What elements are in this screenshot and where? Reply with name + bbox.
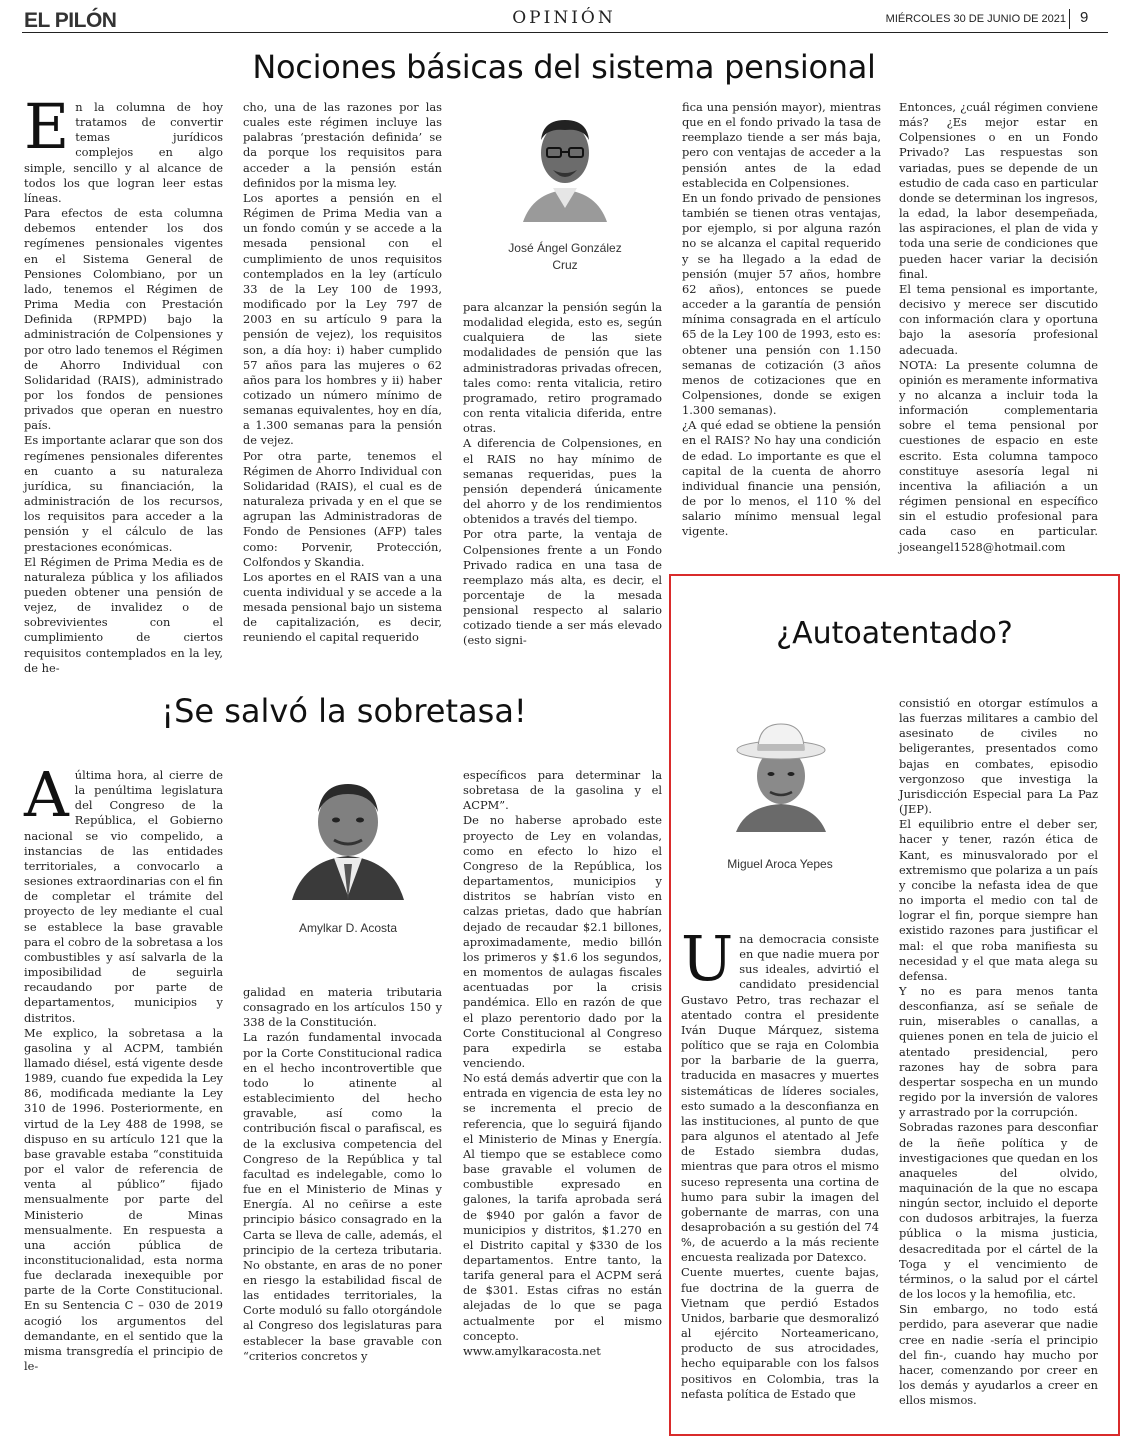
paragraph: El equilibrio entre el deber ser, hacer y tener, razón ética de Kant, es minusvalorado por el extremismo que polariza a un país y concibe la nefasta idea de que no importa el medio con tal de lograr el fin, porque siempre han existido razones para justificar el mal: el que roba manifiesta su necesidad y el que mata alega su defensa. — [899, 817, 1098, 983]
author-name: Amylkar D. Acosta — [298, 921, 398, 935]
paragraph: Sobradas razones para desconfiar de la ñeñe política y de investigaciones que quedan en los anaqueles del olvido, maquinación de la que no escapa ningún sector, incluido el deporte con dudosos arbitrajes, la fuerza pública o la misma justicia, desacreditada por el cártel de la Toga y el vencimiento de términos, o la salud por el cártel de los locos y la hemofilia, etc. — [899, 1120, 1098, 1302]
article1-column-5 — [899, 100, 1098, 570]
paragraph: para alcanzar la pensión según la modalidad elegida, esto es, según cualquiera de las siete modalidades de pensión que las administradoras privadas ofrecen, tales como: renta vitalicia, retiro programado, retiro programado con renta vitalicia diferida, entre otras. — [463, 300, 662, 436]
article2-column-3 — [463, 768, 662, 1428]
article3-column-2 — [899, 696, 1098, 1422]
section-name: OPINIÓN — [512, 8, 616, 28]
issue-date: MIÉRCOLES 30 DE JUNIO DE 2021 — [885, 13, 1066, 25]
paragraph: NOTA: La presente columna de opinión es meramente informativa y no alcanza a incluir toda la información complementaria sobre el tema pensional por cuestiones de espacio en este escrito. Esta columna tampoco constituye asesoría legal ni incentiva la afiliación a un régimen pensional en específico sin el estudio profesional para cada caso en particular. joseangel1528@hotmail.com — [899, 357, 1098, 554]
article1-column-4 — [682, 100, 881, 555]
paragraph: consistió en otorgar estímulos a las fuerzas militares a cambio del asesinato de civiles no beligerantes, presentados como bajas en combates, episodio vergonzoso que investiga la Jurisdicción Especial para La Paz (JEP). — [899, 696, 1098, 817]
paragraph: Por otra parte, tenemos el Régimen de Ahorro Individual con Solidaridad (RAIS), el cual es de naturaleza privada y en el que se agrupan las Administradoras de Fondo de Pensiones (AFP) tales como: Porvenir, Protección, Colfondos y Skandia. — [243, 448, 442, 569]
paragraph: Me explico, la sobretasa a la gasolina y al ACPM, también llamado diésel, está vigente desde 1989, cuando fue expedida la Ley 86, modificada mediante la Ley 310 de 1996. Posteriormente, en virtud de la Ley 488 de 1998, se dispuso en su artículo 121 que la base gravable estaba “constituida por el valor de referencia de venta al público” fijado mensualmente por parte del Ministerio de Minas mensualmente. En respuesta a una acción pública de inconstitucionalidad, esta norma fue declarada inexequible por parte de la Corte Constitucional. En su Sentencia C – 030 de 2019 acogió los argumentos del demandante, en el sentido que la misma transgredía el principio de le- — [24, 1025, 223, 1374]
article2-column-2 — [243, 985, 442, 1428]
author-name: José Ángel González Cruz — [508, 241, 622, 272]
article2-column-1 — [24, 758, 223, 1428]
author-website: www.amylkaracosta.net — [463, 1343, 601, 1358]
paragraph: Para efectos de esta columna debemos entender los dos regímenes pensionales vigentes en el Sistema General de Pensiones Colombiano, por un lado, tenemos el Régimen de Prima Media con Prestación Definida (RPMPD) bajo la administración de Colpensiones y por otro lado tenemos el Régimen de Ahorro Individual con Solidaridad (RAIS), administrado por los fondos de pensiones privados que operan en nuestro país. — [24, 206, 223, 433]
header-divider — [1069, 9, 1070, 29]
paragraph: No está demás advertir que con la entrada en vigencia de esta ley no se incrementa el precio de referencia, que lo seguirá fijando el Ministerio de Minas y Energía. Al tiempo que se establece como base gravable el volumen de combustible expresado en galones, la tarifa aprobada será de $940 por galón a favor de municipios y distritos, $1.270 en el Distrito capital y $330 de los departamentos. Entre tanto, la tarifa general para el ACPM será de $301. Estas cifras no están alejadas de lo que se paga actualmente por el mismo concepto. — [463, 1071, 662, 1343]
paragraph: Sin embargo, no todo está perdido, para aseverar que nadie cree en nadie -sería el principio del fin-, cuando hay mucho por hacer, comenzando por creer en los demás y ayudarlos a creer en ellos mismos. — [899, 1302, 1098, 1408]
logo-text: EL PILÓN — [24, 9, 117, 32]
paragraph: El Régimen de Prima Media es de naturaleza pública y los afiliados pueden obtener una pensión de vejez, de invalidez o de sobrevivientes con el cumplimiento de ciertos requisitos contemplados en la ley, de he- — [24, 554, 223, 675]
paragraph: El tema pensional es importante, decisivo y merece ser discutido con información clara y oportuna bajo la asesoría profesional adecuada. — [899, 281, 1098, 357]
paragraph: galidad en materia tributaria consagrado en los artículos 150 y 338 de la Constitución. — [243, 985, 442, 1030]
article1-column-2 — [243, 100, 442, 650]
author-name: Miguel Aroca Yepes — [727, 857, 833, 871]
paragraph: específicos para determinar la sobretasa de la gasolina y el ACPM”. — [463, 768, 662, 813]
paragraph: De no haberse aprobado este proyecto de Ley en volandas, como en efecto lo hizo el Congreso de la República, los departamentos, municipios y distritos se habrían visto en calzas prietas, dado que habrían dejado de recaudar $2.1 billones, aproximadamente, medio billón los primeros y $1.6 los segundos, en momentos de aulagas fiscales acentuadas por la crisis pandémica. Ello en razón de que el plazo perentorio dado por la Corte Constitucional al Congreso para expedirla se estaba venciendo. — [463, 813, 662, 1070]
paragraph: Los aportes en el RAIS van a una cuenta individual y se accede a la mesada pensional bajo un sistema de capitalización, es decir, reuniendo el capital requerido — [243, 569, 442, 645]
paragraph: En un fondo privado de pensiones también se tienen otras ventajas, por ejemplo, si por alguna razón no se alcanza el capital requerido y se ha llegado a la edad de pensión (mujer 57 años, hombre 62 años), entonces se puede acceder a la garantía de pensión mínima consagrada en el artículo 65 de la Ley 100 de 1993, esto es: obtener una pensión con 1.150 semanas de cotización (3 años menos de cotizaciones que en Colpensiones, donde se exigen 1.300 semanas). — [682, 190, 881, 418]
paragraph: Los aportes a pensión en el Régimen de Prima Media van a un fondo común y se accede a la mesada pensional con el cumplimiento de unos requisitos contemplados en la ley (artículo 33 de la Ley 100 de 1993, modificado por la Ley 797 de 2003 en su artículo 9 para la pensión de vejez), los requisitos son, a día hoy: i) haber cumplido 57 años para las mujeres o 62 años para los hombres y ii) haber cotizado un número mínimo de semanas equivalentes, hoy en día, a 1.300 semanas para la pensión de vejez. — [243, 190, 442, 448]
paragraph: La razón fundamental invocada por la Corte Constitucional radica en el hecho incontrovertible que todo lo atinente al establecimiento del hecho gravable, así como la contribución fiscal o parafiscal, es de la exclusiva competencia del Congreso de la República y tal facultad es indelegable, como lo fue en el Ministerio de Minas y Energía. Al no ceñirse a este principio básico consagrado en la Carta se lleva de calle, además, el principio de la certeza tributaria. No obstante, en aras de no poner en riesgo la estabilidad fiscal de las entidades territoriales, la Corte moduló su fallo otorgándole al Congreso dos legislaturas para establecer la base gravable con “criterios concretos y — [243, 1030, 442, 1363]
paragraph: A diferencia de Colpensiones, en el RAIS no hay mínimo de semanas requeridas, pues la pensión dependerá únicamente del ahorro y de los rendimientos obtenidos a través del tiempo. — [463, 436, 662, 527]
article-title-pensional: Nociones básicas del sistema pensional — [252, 48, 876, 86]
dropcap: U — [681, 922, 734, 995]
article3-column-1 — [681, 922, 879, 1422]
dropcap: A — [24, 758, 69, 831]
article-title-sobretasa: ¡Se salvó la sobretasa! — [161, 692, 527, 730]
header-rule — [22, 32, 1108, 33]
article1-column-1 — [24, 90, 224, 675]
paragraph: última hora, al cierre de la penúltima legislatura del Congreso de la República, el Gobierno nacional se vio compelido, a instancias de las entidades territoriales, a convocarlo a sesiones extraordinarias con el fin de completar el trámite del proyecto de ley mediante el cual se establece la base gravable para el cobro de la sobretasa a los combustibles y así salvarla de la imposibilidad de seguirla recaudando por parte de departamentos, municipios y distritos. — [24, 768, 223, 1025]
paragraph: na democracia consiste en que nadie muera por sus ideales, advirtió el candidato presidencial Gustavo Petro, tras rechazar el atentado contra el presidente Iván Duque Márquez, sistema político que se raja en Colombia por la barbarie de la guerra, traducida en masacres y muertes sistemáticas de líderes sociales, esto sumado a la desconfianza en las instituciones, al punto de que para algunos el atentado al Jefe de Estado siembra dudas, mientras que para otros el mismo suceso representa una cortina de humo para subir la imagen del gobernante de marras, con una desaprobación a su gestión del 74 %, de acuerdo a la más reciente encuesta realizada por Datexco. — [681, 932, 879, 1265]
paragraph: n la columna de hoy tratamos de convertir temas jurídicos complejos en algo simple, sencillo y al alcance de todos los que logran leer estas líneas. — [24, 100, 223, 205]
article1-column-3 — [463, 300, 662, 650]
paragraph: Entonces, ¿cuál régimen conviene más? ¿Es mejor estar en Colpensiones o en un Fondo Privado? Las respuestas son variadas, pues se depende de un estudio de cada caso en particular donde se determinan los ingresos, la edad, la labor desempeñada, las aspiraciones, el plan de vida y toda una serie de condiciones que pueden hacer variar la decisión final. — [899, 100, 1098, 281]
paragraph: ¿A qué edad se obtiene la pensión en el RAIS? No hay una condición de edad. Lo importante es que el capital de la cuenta de ahorro individual financie una pensión, de por lo menos, el 110 % del salario mínimo mensual legal vigente. — [682, 418, 881, 539]
paragraph: Es importante aclarar que son dos regímenes pensionales diferentes en cuanto a su naturaleza jurídica, su financiación, la administración de los recursos, los requisitos para acceder a la pensión y el cálculo de las prestaciones económicas. — [24, 433, 224, 554]
paragraph: Por otra parte, la ventaja de Colpensiones frente a un Fondo Privado radica en una tasa de reemplazo más alta, es decir, el porcentaje de la mesada pensional respecto al salario cotizado tiende a ser más elevado (esto signi- — [463, 527, 662, 648]
author-photo — [282, 768, 414, 900]
paragraph: fica una pensión mayor), mientras que en el fondo privado la tasa de reemplazo tiende a ser más baja, pero con ventajas de acceder a la pensión antes de la edad establecida en Colpensiones. — [682, 100, 881, 190]
article-title-autoatentado: ¿Autoatentado? — [776, 616, 1013, 651]
paragraph: cho, una de las razones por las cuales este régimen incluye las palabras ‘prestación definida’ se da porque los requisitos para acceder a la pensión están definidos por la misma ley. — [243, 100, 442, 190]
author-photo — [722, 714, 840, 832]
page-number: 9 — [1080, 9, 1089, 26]
dropcap: E — [24, 90, 70, 163]
paragraph: Cuente muertes, cuente bajas, fue doctrina de la guerra de Vietnam que perdió Estados Unidos, barbarie que desmoralizó al ejército Norteamericano, producto de sus atrocidades, hecho equiparable con los falsos positivos en Colombia, tras la nefasta política de Estado que — [681, 1265, 879, 1401]
paragraph: Y no es para menos tanta desconfianza, así se señale de ruin, miserables o canallas, a quienes ponen en tela de juicio el atentado presidencial, pero razones hay de sobra para despertar sospecha en un mundo regido por la inversión de valores y arrastrado por la corrupción. — [899, 983, 1098, 1120]
author-photo — [503, 98, 627, 222]
